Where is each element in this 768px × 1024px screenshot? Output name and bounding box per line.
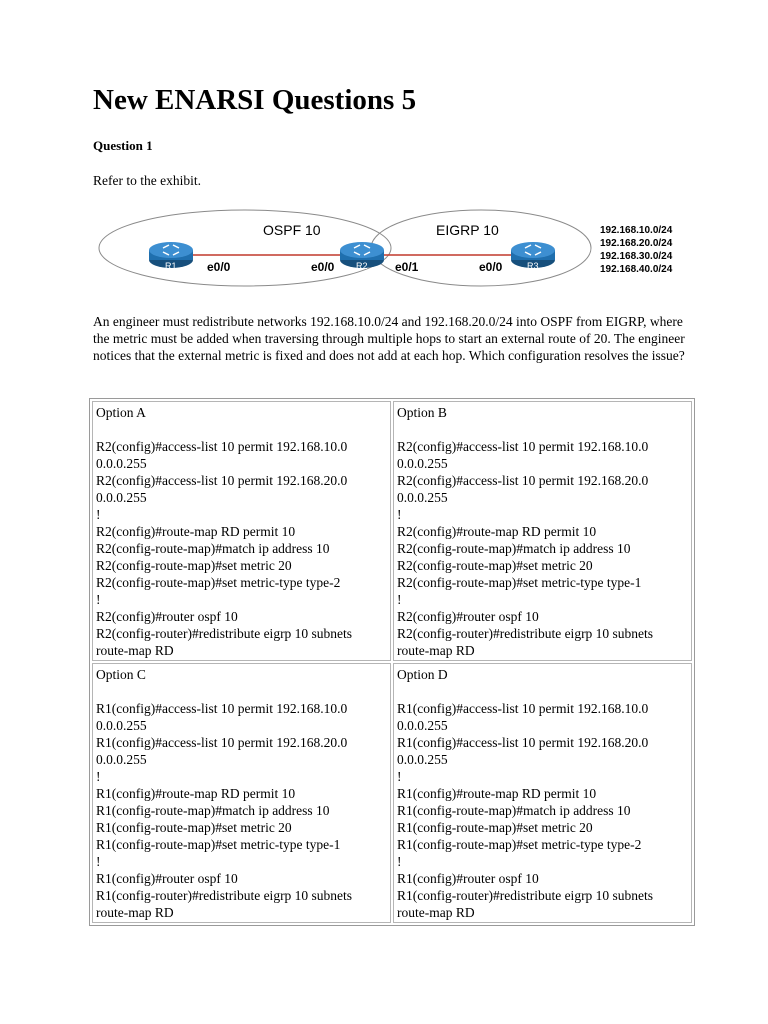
- config-line: R2(config)#route-map RD permit 10: [397, 524, 597, 539]
- config-line: R1(config)#router ospf 10: [96, 871, 238, 886]
- intro-text: Refer to the exhibit.: [93, 173, 201, 188]
- config-line: !: [96, 592, 101, 607]
- option-b-title: Option B: [397, 405, 447, 420]
- config-line: R1(config-route-map)#set metric 20: [96, 820, 292, 835]
- option-c-cell: [92, 663, 391, 923]
- config-line: R2(config)#access-list 10 permit 192.168.20.0 0.0.0.255: [96, 473, 351, 505]
- ospf-area-label: OSPF 10: [263, 222, 321, 238]
- r2-e00-interface-label: e0/0: [311, 260, 335, 274]
- config-line: R1(config)#route-map RD permit 10: [96, 786, 296, 801]
- config-line: !: [397, 854, 402, 869]
- eigrp-area-label: EIGRP 10: [436, 222, 499, 238]
- r1-interface-label: e0/0: [207, 260, 231, 274]
- network-label: 192.168.30.0/24: [600, 251, 673, 262]
- router-r1-icon: [149, 242, 193, 271]
- question-label: Question 1: [93, 138, 153, 153]
- config-line: R2(config)#router ospf 10: [96, 609, 238, 624]
- option-a-title: Option A: [96, 405, 146, 420]
- config-line: !: [96, 507, 101, 522]
- network-label: 192.168.10.0/24: [600, 225, 673, 236]
- r3-interface-label: e0/0: [479, 260, 503, 274]
- option-b-cell: [393, 401, 692, 661]
- network-label: 192.168.40.0/24: [600, 264, 673, 275]
- config-line: R1(config-route-map)#set metric-type type-2: [397, 837, 642, 852]
- config-line: R1(config-router)#redistribute eigrp 10 subnets route-map RD: [96, 888, 356, 920]
- config-line: !: [397, 769, 402, 784]
- network-label: 192.168.20.0/24: [600, 238, 673, 249]
- config-line: R2(config)#access-list 10 permit 192.168.10.0 0.0.0.255: [96, 439, 351, 471]
- config-line: R2(config-route-map)#set metric 20: [96, 558, 292, 573]
- config-line: R1(config-route-map)#set metric-type type-1: [96, 837, 341, 852]
- config-line: R2(config-router)#redistribute eigrp 10 subnets route-map RD: [96, 626, 356, 658]
- config-line: R2(config-router)#redistribute eigrp 10 subnets route-map RD: [397, 626, 657, 658]
- config-line: R2(config)#access-list 10 permit 192.168.20.0 0.0.0.255: [397, 473, 652, 505]
- router-r1-label: R1: [165, 261, 177, 271]
- network-exhibit: [93, 203, 693, 293]
- config-line: R1(config)#access-list 10 permit 192.168.10.0 0.0.0.255: [397, 701, 652, 733]
- config-line: R1(config-route-map)#set metric 20: [397, 820, 593, 835]
- option-c-title: Option C: [96, 667, 146, 682]
- router-r2-icon: [340, 242, 384, 271]
- router-r2-label: R2: [356, 261, 368, 271]
- config-line: R1(config)#router ospf 10: [397, 871, 539, 886]
- option-d-title: Option D: [397, 667, 448, 682]
- options-table: [89, 398, 695, 926]
- config-line: R1(config)#access-list 10 permit 192.168.10.0 0.0.0.255: [96, 701, 351, 733]
- config-line: R1(config-route-map)#match ip address 10: [397, 803, 631, 818]
- router-r3-icon: [511, 242, 555, 271]
- config-line: R1(config)#access-list 10 permit 192.168.20.0 0.0.0.255: [96, 735, 351, 767]
- question-text: An engineer must redistribute networks 192.168.10.0/24 and 192.168.20.0/24 into OSPF from EIGRP, where the metric must be added when traversing through multiple hops to start an external route of 20. The engineer notices that the external metric is fixed and does not add at each hop. Which configuration resolves the issue?: [93, 314, 685, 363]
- config-line: R1(config-route-map)#match ip address 10: [96, 803, 330, 818]
- config-line: R1(config)#route-map RD permit 10: [397, 786, 597, 801]
- page-title: New ENARSI Questions 5: [93, 84, 417, 116]
- config-line: R2(config-route-map)#set metric 20: [397, 558, 593, 573]
- config-line: !: [96, 769, 101, 784]
- config-line: R2(config)#router ospf 10: [397, 609, 539, 624]
- config-line: R1(config-router)#redistribute eigrp 10 subnets route-map RD: [397, 888, 657, 920]
- option-d-cell: [393, 663, 692, 923]
- config-line: R2(config)#route-map RD permit 10: [96, 524, 296, 539]
- config-line: !: [96, 854, 101, 869]
- config-line: R2(config-route-map)#set metric-type type-2: [96, 575, 341, 590]
- config-line: R2(config-route-map)#match ip address 10: [397, 541, 631, 556]
- config-line: !: [397, 592, 402, 607]
- config-line: !: [397, 507, 402, 522]
- config-line: R2(config-route-map)#match ip address 10: [96, 541, 330, 556]
- config-line: R2(config)#access-list 10 permit 192.168.10.0 0.0.0.255: [397, 439, 652, 471]
- r2-e01-interface-label: e0/1: [395, 260, 419, 274]
- router-r3-label: R3: [527, 261, 539, 271]
- config-line: R2(config-route-map)#set metric-type type-1: [397, 575, 642, 590]
- option-a-cell: [92, 401, 391, 661]
- config-line: R1(config)#access-list 10 permit 192.168.20.0 0.0.0.255: [397, 735, 652, 767]
